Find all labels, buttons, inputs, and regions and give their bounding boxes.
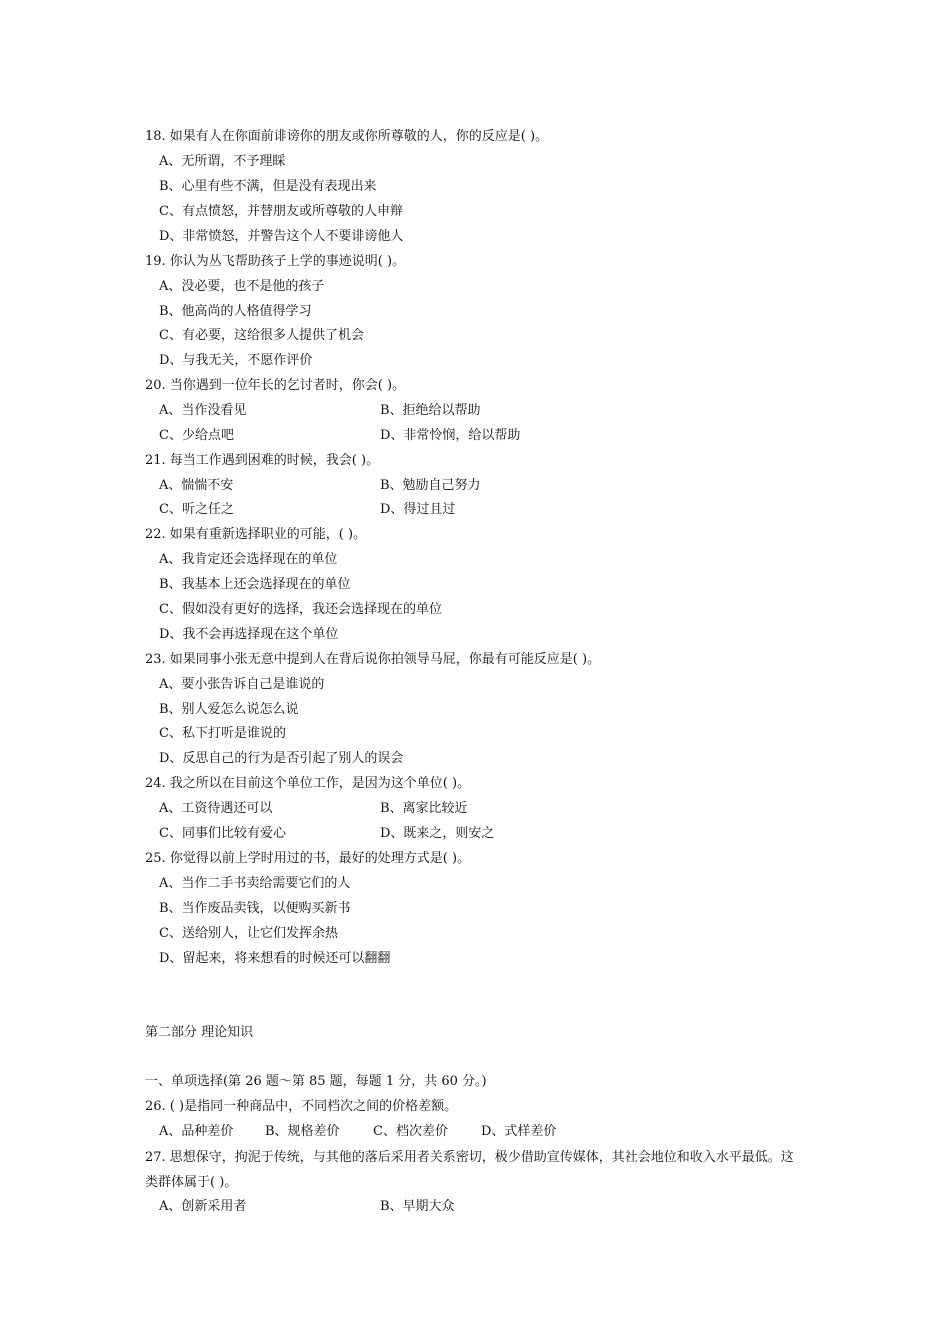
question-18-stem: 18. 如果有人在你面前诽谤你的朋友或你所尊敬的人，你的反应是( )。	[145, 129, 549, 144]
question-24-option-d: D、既来之，则安之	[380, 826, 495, 841]
question-23-option-d: D、反思自己的行为是否引起了别人的误会	[159, 751, 404, 766]
question-18-option-c: C、有点愤怒，并替朋友或所尊敬的人申辩	[159, 204, 403, 219]
question-19-option-a: A、没必要，也不是他的孩子	[159, 279, 325, 294]
question-25-option-b: B、当作废品卖钱，以便购买新书	[159, 901, 351, 916]
question-18-option-d: D、非常愤怒，并警告这个人不要诽谤他人	[159, 229, 404, 244]
question-26-option-c: C、档次差价	[373, 1124, 448, 1139]
question-27-option-a: A、创新采用者	[159, 1199, 247, 1214]
question-19-option-c: C、有必要，这给很多人提供了机会	[159, 328, 364, 343]
question-22-option-b: B、我基本上还会选择现在的单位	[159, 577, 351, 592]
question-19-stem: 19. 你认为丛飞帮助孩子上学的事迹说明( )。	[145, 254, 406, 269]
question-23-option-a: A、要小张告诉自己是谁说的	[159, 677, 325, 692]
question-21-option-a: A、惴惴不安	[159, 478, 234, 493]
part-title: 第二部分 理论知识	[145, 1025, 254, 1040]
question-27-option-b: B、早期大众	[380, 1199, 455, 1214]
question-23-stem: 23. 如果同事小张无意中提到人在背后说你拍领导马屁，你最有可能反应是( )。	[145, 652, 601, 667]
question-18-option-a: A、无所谓，不予理睬	[159, 154, 286, 169]
question-21-option-c: C、听之任之	[159, 502, 234, 517]
question-25-stem: 25. 你觉得以前上学时用过的书，最好的处理方式是( )。	[145, 851, 471, 866]
question-20-option-c: C、少给点吧	[159, 428, 234, 443]
question-19-option-d: D、与我无关，不愿作评价	[159, 353, 313, 368]
question-24-stem: 24. 我之所以在目前这个单位工作，是因为这个单位( )。	[145, 776, 471, 791]
question-23-option-c: C、私下打听是谁说的	[159, 726, 286, 741]
question-25-option-a: A、当作二手书卖给需要它们的人	[159, 876, 351, 891]
question-22-option-a: A、我肯定还会选择现在的单位	[159, 552, 338, 567]
question-25-option-d: D、留起来，将来想看的时候还可以翻翻	[159, 951, 391, 966]
question-22-stem: 22. 如果有重新选择职业的可能，( )。	[145, 527, 367, 542]
question-26-options	[159, 1123, 556, 1141]
question-18-option-b: B、心里有些不满，但是没有表现出来	[159, 179, 377, 194]
question-21-option-d: D、得过且过	[380, 502, 456, 517]
question-20-option-a: A、当作没看见	[159, 403, 247, 418]
question-24-option-c: C、同事们比较有爱心	[159, 826, 286, 841]
question-22-option-c: C、假如没有更好的选择，我还会选择现在的单位	[159, 602, 442, 617]
question-23-option-b: B、别人爱怎么说怎么说	[159, 702, 299, 717]
question-20-option-d: D、非常怜悯，给以帮助	[380, 428, 521, 443]
question-20-option-b: B、拒绝给以帮助	[380, 403, 481, 418]
question-21-stem: 21. 每当工作遇到困难的时候，我会( )。	[145, 453, 380, 468]
question-26-option-d: D、式样差价	[481, 1124, 557, 1139]
question-25-option-c: C、送给别人，让它们发挥余热	[159, 926, 338, 941]
question-21-option-b: B、勉励自己努力	[380, 478, 481, 493]
question-20-stem: 20. 当你遇到一位年长的乞讨者时，你会( )。	[145, 378, 406, 393]
question-27-stem: 27. 思想保守，拘泥于传统，与其他的落后采用者关系密切，极少借助宣传媒体，其社会地位和收入水平最低。这类群体属于( )。	[145, 1150, 794, 1190]
question-26-option-a: A、品种差价	[159, 1124, 234, 1139]
question-24-option-a: A、工资待遇还可以	[159, 801, 273, 816]
question-24-option-b: B、离家比较近	[380, 801, 468, 816]
question-22-option-d: D、我不会再选择现在这个单位	[159, 627, 339, 642]
question-26-option-b: B、规格差价	[265, 1124, 340, 1139]
question-19-option-b: B、他高尚的人格值得学习	[159, 304, 312, 319]
section-subtitle: 一、单项选择(第 26 题～第 85 题，每题 1 分，共 60 分。)	[145, 1074, 487, 1089]
question-26-stem: 26. ( )是指同一种商品中，不同档次之间的价格差额。	[145, 1099, 458, 1114]
